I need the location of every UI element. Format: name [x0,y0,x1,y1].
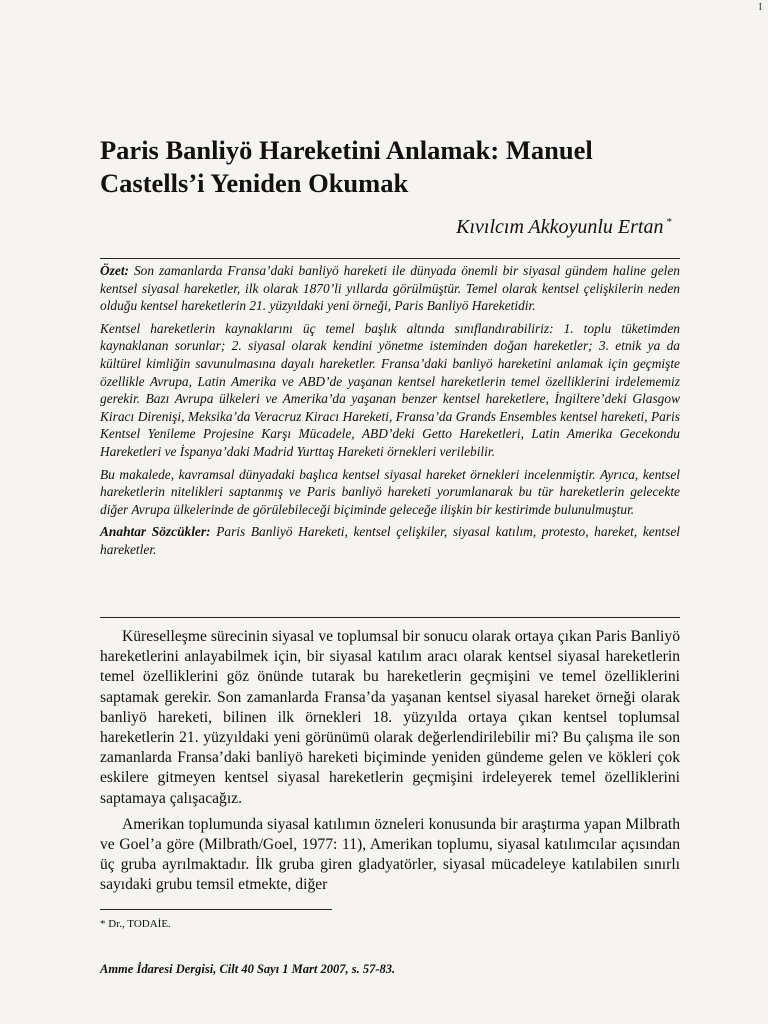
keywords-label: Anahtar Sözcükler: [100,524,211,540]
body-para-1: Küreselleşme sürecinin siyasal ve toplumsal bir sonucu olarak ortaya çıkan Paris Banliyö hareketlerini anlayabilmek için, bir siyasal katılım aracı olarak kentsel siyasal hareketlerin temel özelliklerini göz önünde tutarak bu hareketlerin geçmişini ve temel özelliklerini saptamak gerekir. Son zamanlarda Fransa’da yaşanan kentsel siyasal hareket örneği olarak banliyö hareketi, bilinen ilk örnekleri 18. yüzyılda ortaya çıkan kentsel toplumsal hareketlerin 21. yüzyıldaki yeni görünümü olarak değerlendirilebilir mi? Bu çalışma ile son zamanlarda Fransa’daki banliyö hareketi biçiminde yeniden gündeme gelen ve kökleri çok eskilere gitmeyen kentsel siyasal hareketlerin geçmişini irdeleyerek temel özelliklerini saptamaya çalışacağız. [100,628,680,807]
footnote-mark: * [100,918,106,930]
abstract-label: Özet: [100,263,130,278]
abstract-bottom-rule [100,617,680,618]
abstract [100,262,680,564]
abstract-para-1 [100,262,680,315]
footnote [100,918,171,930]
author-line [456,216,672,239]
keywords [100,523,680,558]
journal-citation: Amme İdaresi Dergisi, Cilt 40 Sayı 1 Mart 2007, s. 57-83. [100,962,396,976]
keywords-text: Paris Banliyö Hareketi, kentsel çelişkiler, siyasal katılım, protesto, hareket, kentsel hareketler. [100,524,680,557]
abstract-para-3: Bu makalede, kavramsal dünyadaki başlıca kentsel siyasal hareket örnekleri incelenmiştir. Ayrıca, kentsel hareketlerin nitelikleri saptanmış ve Paris banliyö hareketi yorumlanarak bu tür hareketlerin gelecekte diğer Avrupa ülkelerinde de görülebileceği biçiminde geleceğe ilişkin bir kestirimde bulunulmuştur. [100,466,680,517]
body-para-2: Amerikan toplumunda siyasal katılımın özneleri konusunda bir araştırma yapan Milbrath ve Goel’a göre (Milbrath/Goel, 1977: 11), Amerikan toplumu, siyasal katılımcılar açısından üç gruba ayrılmaktadır. İlk gruba giren gladyatörler, siyasal mücadeleye katılabilen sınırlı sayıdaki grubu temsil etmekte, diğer [100,815,680,894]
footnote-text: Dr., TODAİE. [105,918,171,930]
author-note-mark: * [666,216,672,229]
abstract-top-rule [100,258,680,259]
corner-mark: I [758,2,762,13]
abstract-text-1: Son zamanlarda Fransa’daki banliyö hareketi ile dünyada önemli bir siyasal gündem haline gelen kentsel siyasal hareketler, ilk olarak 1870’li yıllarda görülmüştür. Temel olarak kentsel çelişkilerin neden olduğu kentsel hareketlerin 21. yüzyıldaki yeni örneği, Paris Banliyö Hareketidir. [100,263,680,314]
article-title: Paris Banliyö Hareketini Anlamak: Manuel Castells’i Yeniden Okumak [100,135,593,198]
article-body [100,627,680,902]
author-name: Kıvılcım Akkoyunlu Ertan [456,216,664,238]
footnote-rule [100,909,332,910]
abstract-para-2: Kentsel hareketlerin kaynaklarını üç temel başlık altında sınıflandırabiliriz: 1. toplu tüketimden kaynaklanan sorunlar; 2. siyasal olarak kendini yönetme isteminden doğan hareketler; 3. etnik ya da kültürel kimliğin savunulmasına dayalı hareketler. Fransa’daki banliyö hareketini anlamak için geçmişte özellikle Avrupa, Latin Amerika ve ABD’de yaşanan kentsel hareketlerin temel özelliklerini irdelememiz gerekir. Bazı Avrupa ülkeleri ve Amerika’da yaşanan benzer kentsel hareketlere, İngiltere’deki Glasgow Kiracı Direnişi, Meksika’da Veracruz Kiracı Hareketi, Fransa’da Grands Ensembles kentsel hareketi, Paris Kentsel Yenileme Projesine Karşı Mücadele, ABD’deki Getto Hareketleri, Latin Amerika Gecekondu Hareketleri ve İspanya’daki Madrid Yurttaş Hareketi örnekleri verilebilir. [100,320,680,459]
